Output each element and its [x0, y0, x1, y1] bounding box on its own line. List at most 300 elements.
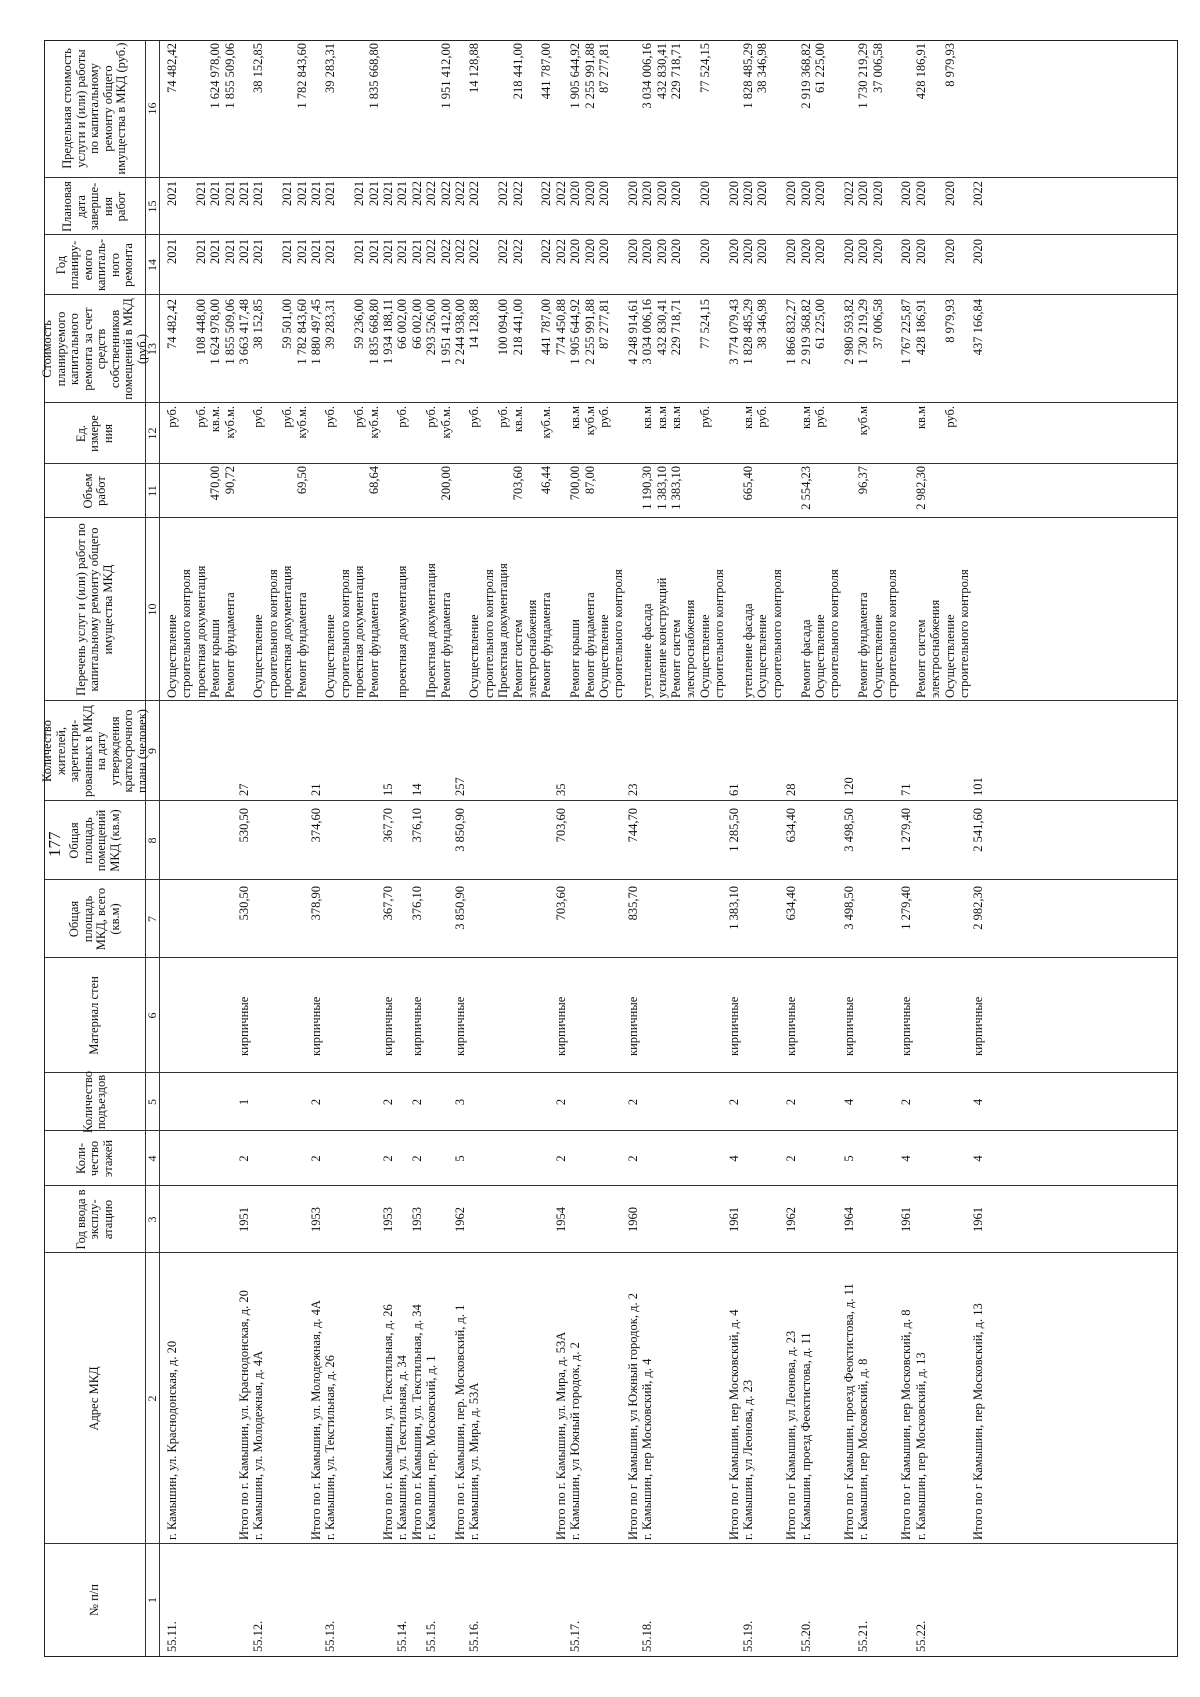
repair-year: 2020: [784, 239, 799, 264]
total-area: 367,70: [381, 886, 395, 921]
work-description: строительного контроля: [179, 569, 194, 698]
completion-date: 2020: [726, 181, 741, 206]
limit-cost: 432 830,41: [654, 43, 669, 100]
wall-material: кирпичные: [841, 996, 856, 1056]
work-description: Осуществление: [870, 614, 885, 698]
completion-date: 2020: [798, 181, 813, 206]
row-number: 55.15.: [424, 1620, 439, 1652]
residents-count: 15: [381, 783, 395, 796]
work-description: строительного контроля: [712, 569, 727, 698]
year-built: 1961: [726, 1207, 741, 1232]
wall-material: кирпичные: [237, 996, 251, 1056]
floors-count: 2: [625, 1155, 640, 1162]
column-header: Плановая дата заверше-ния работ: [60, 181, 129, 232]
work-volume: 96,37: [856, 466, 871, 495]
repair-year: 2021: [381, 239, 395, 264]
completion-date: 2021: [381, 181, 395, 206]
column-number: 5: [145, 1099, 159, 1105]
work-volume: 90,72: [222, 466, 237, 495]
wall-material: кирпичные: [899, 996, 914, 1056]
column-divider: [45, 1072, 1177, 1073]
column-header: Общая площадь помещений МКД (кв.м): [67, 809, 122, 872]
column-header: Количество жителей, зарегистри-рованных в МКД на дату утверждения краткосрочного плана (человек): [40, 705, 149, 797]
work-description: проектная документация: [193, 565, 208, 698]
residents-count: 61: [726, 783, 741, 796]
column-header: Адрес МКД: [87, 1366, 102, 1431]
address-text: Итого по г. Камышин, ул. Мира, д. 53А: [553, 1331, 568, 1540]
unit-label: кв.м.: [510, 406, 525, 433]
repair-year: 2021: [323, 239, 338, 264]
unit-label: руб.: [755, 406, 770, 428]
completion-date: 2022: [467, 181, 482, 206]
work-description: Ремонт фундамента: [438, 592, 453, 698]
limit-cost: 1 730 219,29: [856, 43, 871, 109]
wall-material: кирпичные: [625, 996, 640, 1056]
row-number: 55.13.: [323, 1620, 338, 1652]
completion-date: 2021: [193, 181, 208, 206]
wall-material: кирпичные: [971, 996, 986, 1056]
floors-count: 2: [553, 1155, 568, 1162]
address-text: г. Камышин, ул Леонова, д. 23: [741, 1379, 755, 1540]
work-description: строительного контроля: [769, 569, 784, 698]
year-built: 1962: [453, 1207, 467, 1232]
repair-year: 2020: [625, 239, 640, 264]
work-description: строительного контроля: [957, 569, 971, 698]
wall-material: кирпичные: [381, 996, 395, 1056]
completion-date: 2020: [697, 181, 712, 206]
column-number: 9: [145, 748, 159, 754]
total-area: 530,50: [237, 886, 251, 921]
repair-year: 2020: [597, 239, 611, 264]
unit-label: руб.: [323, 406, 338, 428]
unit-label: руб.: [496, 406, 511, 428]
floors-count: 4: [726, 1155, 741, 1162]
work-description: проектная документация: [395, 565, 410, 698]
work-description: Ремонт фундамента: [582, 592, 597, 698]
limit-cost: 38 346,98: [755, 43, 770, 93]
completion-date: 2021: [208, 181, 223, 206]
residents-count: 120: [841, 777, 856, 796]
completion-date: 2021: [237, 181, 251, 206]
address-text: Итого по г. Камышин, ул. Молодежная, д. 4А: [309, 1300, 323, 1540]
premises-area: 374,60: [309, 808, 323, 843]
address-text: Итого по г Камышин, пер Московский, д. 8: [899, 1309, 914, 1540]
premises-area: 1 285,50: [726, 808, 741, 852]
column-divider: [45, 957, 1177, 958]
entrances-count: 2: [409, 1098, 424, 1106]
repair-cost: 1 730 219,29: [856, 299, 871, 365]
premises-area: 530,50: [237, 808, 251, 843]
residents-count: 27: [237, 783, 251, 796]
column-divider: [45, 879, 1177, 880]
work-description: электроснабжения: [525, 599, 539, 698]
completion-date: 2021: [165, 181, 179, 206]
row-number: 55.14.: [395, 1620, 410, 1652]
year-built: 1961: [899, 1207, 914, 1232]
row-number: 55.17.: [568, 1620, 583, 1652]
work-volume: 1 383,10: [654, 466, 669, 510]
row-number: 55.16.: [467, 1620, 482, 1652]
unit-label: куб.м.: [539, 406, 554, 439]
completion-date: 2022: [510, 181, 525, 206]
work-description: электроснабжения: [683, 599, 698, 698]
completion-date: 2020: [741, 181, 755, 206]
premises-area: 2 541,60: [971, 808, 986, 852]
work-volume: 68,64: [366, 466, 381, 495]
completion-date: 2020: [625, 181, 640, 206]
premises-area: 3 498,50: [841, 808, 856, 852]
residents-count: 257: [453, 777, 467, 796]
entrances-count: 2: [381, 1098, 395, 1106]
address-text: г. Камышин, ул. Молодежная, д. 4А: [251, 1350, 266, 1540]
premises-area: 744,70: [625, 808, 640, 843]
repair-cost: 1 880 497,45: [309, 299, 323, 365]
work-volume: 200,00: [438, 466, 453, 501]
entrances-count: 4: [971, 1098, 986, 1106]
completion-date: 2021: [366, 181, 381, 206]
repair-cost: 59 501,00: [280, 299, 295, 349]
unit-label: руб.: [697, 406, 712, 428]
work-description: утепление фасада: [741, 603, 755, 698]
address-text: г. Камышин, проезд Феоктистова, д. 11: [798, 1332, 813, 1540]
repair-cost: 38 152,85: [251, 299, 266, 349]
floors-count: 2: [409, 1155, 424, 1162]
completion-date: 2021: [251, 181, 266, 206]
row-number: 55.20.: [798, 1620, 813, 1652]
repair-cost: 1 767 225,87: [899, 299, 914, 365]
limit-cost: 37 006,58: [870, 43, 885, 93]
column-number: 7: [145, 916, 159, 922]
work-volume: 87,00: [582, 466, 597, 495]
work-description: строительного контроля: [337, 569, 352, 698]
column-header: Общая площадь МКД, всего (кв.м): [67, 887, 122, 951]
floors-count: 2: [309, 1155, 323, 1162]
total-area: 378,90: [309, 886, 323, 921]
completion-date: 2020: [582, 181, 597, 206]
completion-date: 2020: [942, 181, 957, 206]
address-text: г. Камышин, пер Московский, д. 8: [856, 1358, 871, 1540]
column-divider: [45, 800, 1177, 801]
work-description: проектная документация: [352, 565, 367, 698]
column-header: Перечень услуг и (или) работ по капитальному ремонту общего имущества МКД: [73, 523, 115, 696]
column-number: 4: [145, 1155, 159, 1162]
residents-count: 35: [553, 783, 568, 796]
limit-cost: 441 787,00: [539, 43, 554, 100]
page-number: 177: [45, 831, 64, 857]
repair-year: 2021: [352, 239, 367, 264]
repair-cost: 14 128,88: [467, 299, 482, 349]
completion-date: 2020: [856, 181, 871, 206]
repair-cost: 437 166,84: [971, 299, 986, 356]
repair-year: 2022: [467, 239, 482, 264]
limit-cost: 428 186,91: [913, 43, 928, 100]
repair-year: 2022: [539, 239, 554, 264]
unit-label: куб.м.: [294, 406, 309, 439]
entrances-count: 4: [841, 1098, 856, 1106]
unit-label: руб.: [813, 406, 827, 428]
completion-date: 2022: [453, 181, 467, 206]
address-text: Итого по г Камышин, ул Южный городок, д. 2: [625, 1293, 640, 1540]
completion-date: 2022: [971, 181, 986, 206]
address-text: г. Камышин, ул. Текстильная, д. 26: [323, 1355, 338, 1540]
address-text: Итого по г Камышин, пер Московский, д. 4: [726, 1309, 741, 1540]
completion-date: 2022: [553, 181, 568, 206]
limit-cost: 61 225,00: [813, 43, 827, 93]
address-text: Итого по г. Камышин, ул. Текстильная, д. 26: [381, 1304, 395, 1540]
column-header: Год планиру-емого капиталь-ного ремонта: [53, 238, 135, 292]
work-description: усиление конструкций: [654, 577, 669, 698]
wall-material: кирпичные: [726, 996, 741, 1056]
completion-date: 2021: [323, 181, 338, 206]
repair-cost: 1 624 978,00: [208, 299, 223, 365]
column-divider: [45, 1543, 1177, 1544]
work-description: Проектная документация: [424, 563, 439, 698]
floors-count: 2: [237, 1155, 251, 1162]
year-built: 1953: [409, 1207, 424, 1232]
column-divider: [45, 1130, 1177, 1131]
repair-cost: 229 718,71: [669, 299, 683, 356]
column-number: 15: [145, 200, 159, 213]
repair-year: 2020: [640, 239, 655, 264]
repair-year: 2022: [553, 239, 568, 264]
completion-date: 2020: [640, 181, 655, 206]
repair-year: 2021: [237, 239, 251, 264]
residents-count: 14: [409, 783, 424, 796]
repair-year: 2020: [870, 239, 885, 264]
work-volume: 46,44: [539, 466, 554, 495]
completion-date: 2022: [496, 181, 511, 206]
total-area: 2 982,30: [971, 886, 986, 930]
total-area: 1 279,40: [899, 886, 914, 930]
year-built: 1951: [237, 1207, 251, 1232]
unit-label: руб.: [280, 406, 295, 428]
entrances-count: 2: [726, 1098, 741, 1106]
entrances-count: 2: [309, 1098, 323, 1106]
work-description: Ремонт фундамента: [294, 592, 309, 698]
repair-year: 2021: [395, 239, 410, 264]
residents-count: 101: [971, 777, 986, 796]
work-volume: 700,00: [568, 466, 583, 501]
completion-date: 2020: [870, 181, 885, 206]
repair-cost: 87 277,81: [597, 299, 611, 349]
work-description: Осуществление: [697, 614, 712, 698]
work-description: Ремонт фундамента: [856, 592, 871, 698]
year-built: 1964: [841, 1207, 856, 1232]
address-text: г. Камышин, ул. Текстильная, д. 34: [395, 1355, 410, 1540]
repair-year: 2021: [193, 239, 208, 264]
limit-cost: 1 905 644,92: [568, 43, 583, 109]
repair-cost: 1 951 412,00: [438, 299, 453, 365]
repair-cost: 4 248 914,61: [625, 299, 640, 365]
unit-label: руб.: [942, 406, 957, 428]
wall-material: кирпичные: [409, 996, 424, 1056]
repair-year: 2022: [510, 239, 525, 264]
work-description: строительного контроля: [611, 569, 626, 698]
repair-cost: 2 980 593,82: [841, 299, 856, 365]
column-number: 6: [145, 1012, 159, 1019]
unit-label: руб.: [251, 406, 266, 428]
work-description: строительного контроля: [885, 569, 899, 698]
unit-label: куб.м: [582, 406, 597, 436]
entrances-count: 2: [784, 1098, 799, 1106]
limit-cost: 74 482,42: [165, 43, 179, 93]
repair-cost: 1 905 644,92: [568, 299, 583, 365]
limit-cost: 1 828 485,29: [741, 43, 755, 109]
work-description: строительного контроля: [827, 569, 842, 698]
address-text: г. Камышин, пер Московский, д. 4: [640, 1358, 655, 1540]
limit-cost: 1 855 509,06: [222, 43, 237, 109]
repair-year: 2020: [813, 239, 827, 264]
completion-date: 2022: [841, 181, 856, 206]
entrances-count: 2: [553, 1098, 568, 1106]
completion-date: 2022: [438, 181, 453, 206]
repair-year: 2021: [366, 239, 381, 264]
unit-label: кв.м: [568, 406, 583, 430]
wall-material: кирпичные: [453, 996, 467, 1056]
column-number: 16: [145, 102, 159, 115]
unit-label: руб.: [352, 406, 367, 428]
limit-cost: 2 255 991,88: [582, 43, 597, 109]
unit-label: руб.: [165, 406, 179, 428]
work-volume: 2 982,30: [913, 466, 928, 510]
wall-material: кирпичные: [553, 996, 568, 1056]
repair-year: 2021: [309, 239, 323, 264]
repair-year: 2021: [280, 239, 295, 264]
completion-date: 2021: [352, 181, 367, 206]
repair-cost: 428 186,91: [913, 299, 928, 356]
address-text: Итого по г Камышин, пер Московский, д. 13: [971, 1303, 986, 1540]
repair-year: 2021: [251, 239, 266, 264]
entrances-count: 2: [625, 1098, 640, 1106]
completion-date: 2022: [424, 181, 439, 206]
floors-count: 2: [784, 1155, 799, 1162]
work-description: Ремонт фундамента: [539, 592, 554, 698]
repair-year: 2021: [165, 239, 179, 264]
floors-count: 2: [381, 1155, 395, 1162]
repair-cost: 1 835 668,80: [366, 299, 381, 365]
repair-cost: 2 255 991,88: [582, 299, 597, 365]
repair-cost: 441 787,00: [539, 299, 554, 356]
wall-material: кирпичные: [309, 996, 323, 1056]
address-text: г. Камышин, ул. Мира, д. 53А: [467, 1382, 482, 1540]
repair-cost: 38 346,98: [755, 299, 770, 349]
work-description: Осуществление: [165, 614, 179, 698]
row-number: 55.19.: [741, 1620, 755, 1652]
column-number: 14: [145, 259, 159, 271]
row-number: 55.21.: [856, 1620, 871, 1652]
completion-date: 2020: [669, 181, 683, 206]
limit-cost: 8 979,93: [942, 43, 957, 87]
repair-cost: 74 482,42: [165, 299, 179, 349]
completion-date: 2020: [568, 181, 583, 206]
repair-cost: 1 866 832,27: [784, 299, 799, 365]
work-description: Ремонт систем: [510, 619, 525, 698]
repair-cost: 2 244 938,00: [453, 299, 467, 365]
year-built: 1961: [971, 1207, 986, 1232]
repair-cost: 218 441,00: [510, 299, 525, 356]
unit-label: кв.м: [798, 406, 813, 430]
residents-count: 23: [625, 783, 640, 796]
repair-cost: 1 782 843,60: [294, 299, 309, 365]
repair-year: 2020: [568, 239, 583, 264]
work-description: Осуществление: [813, 614, 827, 698]
column-header: Количество подъездов: [80, 1071, 108, 1133]
unit-label: кв.м: [654, 406, 669, 430]
address-text: Итого по г. Камышин, пер. Московский, д. 1: [453, 1304, 467, 1540]
year-built: 1953: [381, 1207, 395, 1232]
repair-year: 2020: [841, 239, 856, 264]
work-description: Осуществление: [467, 614, 482, 698]
address-text: г. Камышин, пер Московский, д. 13: [913, 1352, 928, 1540]
residents-count: 71: [899, 783, 914, 796]
column-header: Предельная стоимость услуги и (или) работы по капитальному ремонту общего имущества в МКД (руб.): [60, 42, 129, 175]
address-text: г. Камышин, пер. Московский, д. 1: [424, 1355, 439, 1540]
completion-date: 2020: [597, 181, 611, 206]
work-description: Ремонт крыши: [208, 619, 223, 698]
repair-cost: 66 002,00: [395, 299, 410, 349]
column-header: Коли-чество этажей: [73, 1139, 115, 1178]
year-built: 1954: [553, 1207, 568, 1232]
total-area: 835,70: [625, 886, 640, 921]
address-text: г. Камышин, ул. Краснодонская, д. 20: [165, 1340, 179, 1540]
column-number: 2: [145, 1395, 159, 1402]
limit-cost: 1 835 668,80: [366, 43, 381, 109]
repair-year: 2020: [582, 239, 597, 264]
limit-cost: 87 277,81: [597, 43, 611, 93]
work-description: строительного контроля: [265, 569, 280, 698]
completion-date: 2022: [409, 181, 424, 206]
completion-date: 2021: [222, 181, 237, 206]
column-header: № п/п: [87, 1584, 102, 1616]
completion-date: 2020: [899, 181, 914, 206]
floors-count: 5: [841, 1155, 856, 1162]
column-divider: [45, 1185, 1177, 1186]
repair-cost: 59 236,00: [352, 299, 367, 349]
limit-cost: 14 128,88: [467, 43, 482, 93]
repair-cost: 3 034 006,16: [640, 299, 655, 365]
limit-cost: 229 718,71: [669, 43, 683, 100]
repair-year: 2020: [971, 239, 986, 264]
repair-year: 2020: [798, 239, 813, 264]
work-description: Осуществление: [597, 614, 611, 698]
repair-year: 2020: [741, 239, 755, 264]
work-description: Осуществление: [755, 614, 770, 698]
work-description: Осуществление: [942, 614, 957, 698]
column-number: 10: [145, 603, 159, 616]
column-number: 1: [145, 1597, 159, 1603]
row-number: 55.11.: [165, 1621, 179, 1652]
address-text: Итого по г Камышин, проезд Феоктистова, д. 11: [841, 1283, 856, 1540]
address-text: Итого по г. Камышин, ул. Краснодонская, д. 20: [237, 1290, 251, 1540]
work-volume: 69,50: [294, 466, 309, 495]
work-description: Проектная документация: [496, 563, 511, 698]
unit-label: куб.м.: [222, 406, 237, 439]
repair-year: 2020: [697, 239, 712, 264]
repair-cost: 77 524,15: [697, 299, 712, 349]
work-description: Осуществление: [251, 614, 266, 698]
repair-cost: 1 934 188,11: [381, 299, 395, 365]
unit-label: кв.м: [669, 406, 683, 430]
work-description: Ремонт фасада: [798, 619, 813, 698]
completion-date: 2020: [654, 181, 669, 206]
work-description: электроснабжения: [928, 599, 943, 698]
repair-cost: 3 774 079,43: [726, 299, 741, 365]
repair-cost: 8 979,93: [942, 299, 957, 343]
completion-date: 2021: [280, 181, 295, 206]
work-description: проектная документация: [280, 565, 295, 698]
completion-date: 2022: [539, 181, 554, 206]
repair-cost: 774 450,88: [553, 299, 568, 356]
